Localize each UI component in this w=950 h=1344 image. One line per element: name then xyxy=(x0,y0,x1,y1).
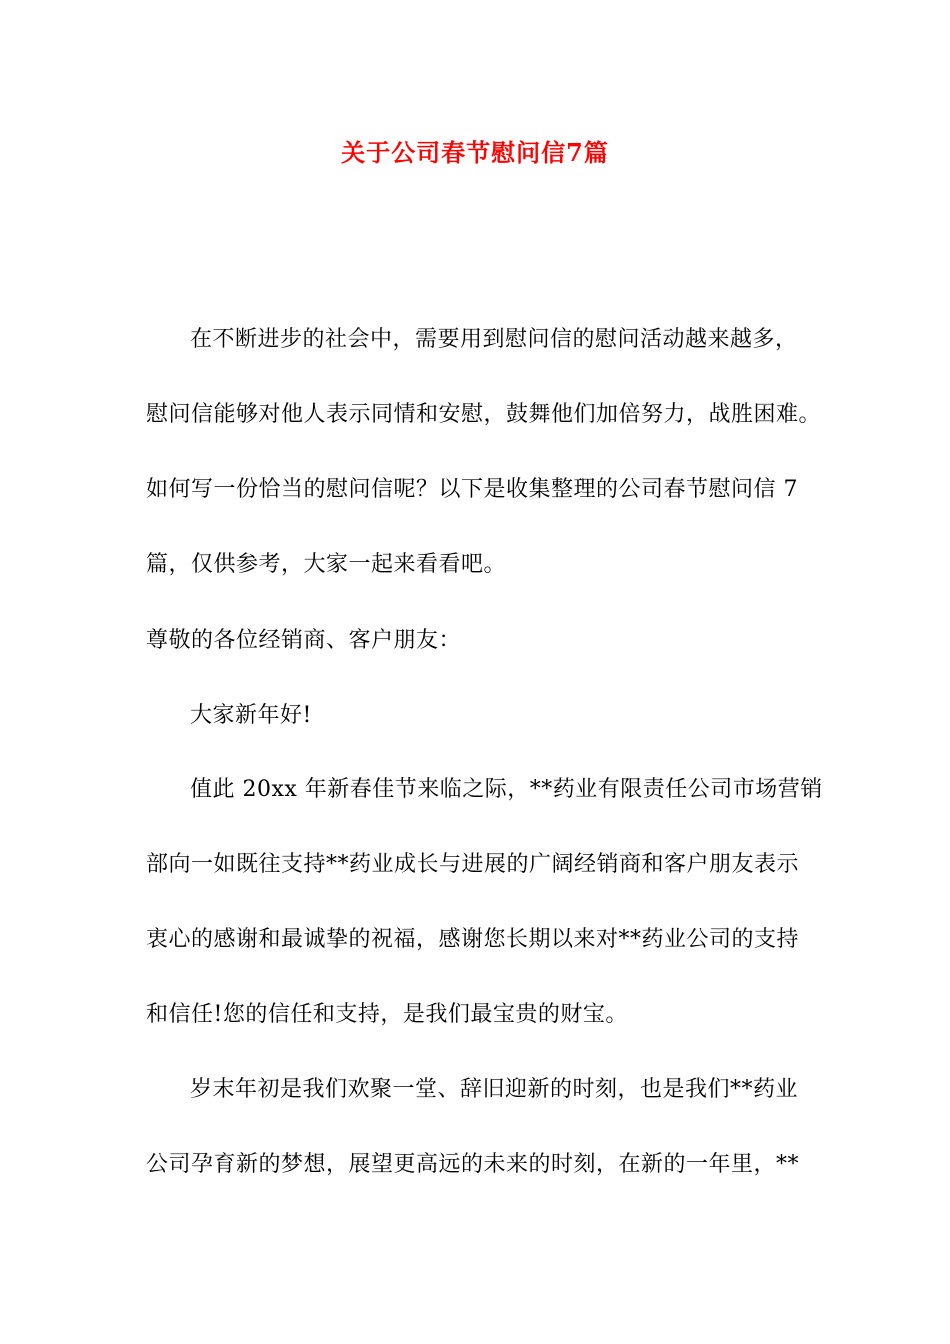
paragraph-line: 岁末年初是我们欢聚一堂、辞旧迎新的时刻，也是我们**药业 xyxy=(190,1077,799,1102)
paragraph-line: 值此 20xx 年新春佳节来临之际，**药业有限责任公司市场营销 xyxy=(190,777,823,802)
paragraph-line: 慰问信能够对他人表示同情和安慰，鼓舞他们加倍努力，战胜困难。 xyxy=(146,402,822,427)
paragraph-line: 如何写一份恰当的慰问信呢？以下是收集整理的公司春节慰问信 7 xyxy=(146,477,798,502)
paragraph-line: 衷心的感谢和最诚挚的祝福，感谢您长期以来对**药业公司的支持 xyxy=(146,927,800,952)
paragraph-line: 和信任!您的信任和支持，是我们最宝贵的财宝。 xyxy=(146,1002,628,1027)
salutation-line: 尊敬的各位经销商、客户朋友： xyxy=(146,628,462,653)
document-title: 关于公司春节慰问信7篇 xyxy=(341,138,609,167)
paragraph-line: 篇，仅供参考，大家一起来看看吧。 xyxy=(146,552,507,577)
paragraph-line: 公司孕育新的梦想，展望更高远的未来的时刻，在新的一年里，** xyxy=(146,1152,800,1177)
greeting-line: 大家新年好! xyxy=(190,703,312,728)
paragraph-line: 在不断进步的社会中，需要用到慰问信的慰问活动越来越多， xyxy=(190,327,798,352)
paragraph-line: 部向一如既往支持**药业成长与进展的广阔经销商和客户朋友表示 xyxy=(146,852,800,877)
